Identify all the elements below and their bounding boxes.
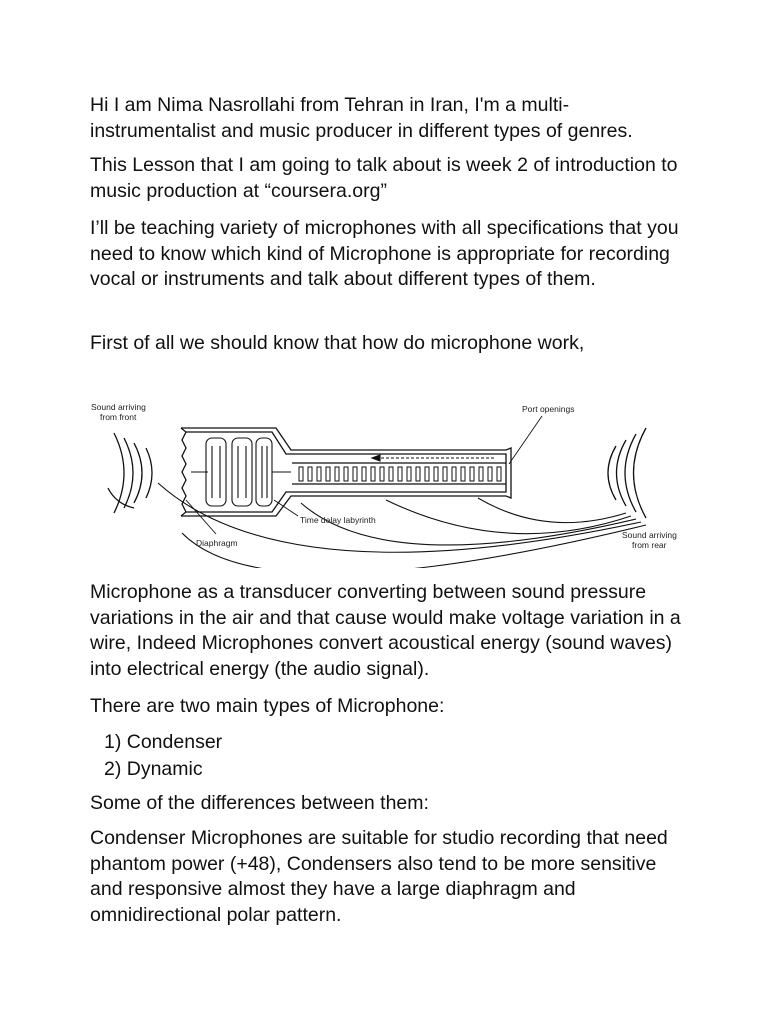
two-types-paragraph: There are two main types of Microphone: [90,695,445,717]
internal-arrow [372,455,496,461]
microphone-types-list [104,729,222,783]
front-sound-waves [108,433,152,513]
teaching-paragraph: I’ll be teaching variety of microphones with all specifications that you need to know which kind of Microphone is appropriate for recording vocal or instruments and talk about different types of them. [90,217,679,290]
first-paragraph: First of all we should know that how do microphone work, [90,332,585,354]
label-rear-2: from rear [632,540,667,550]
port-openings [299,467,501,481]
label-front-1: Sound arriving [91,402,146,412]
label-rear-1: Sound arriving [622,530,677,540]
lesson-paragraph: This Lesson that I am going to talk about is week 2 of introduction to music production at “coursera.org” [90,154,678,202]
label-time-delay: Time delay labyrinth [300,515,376,525]
label-port-openings: Port openings [522,404,575,414]
transducer-paragraph: Microphone as a transducer converting between sound pressure variations in the air and that cause would make voltage variation in a wire, Indeed Microphones convert acoustical energy (sound waves) into electrical energy (the audio signal). [90,581,681,680]
label-diaphragm: Diaphragm [196,538,238,548]
condenser-paragraph: Condenser Microphones are suitable for studio recording that need phantom power (+48), Condensers also tend to be more sensitive and responsive almost they have a large diaphragm and omnidirectional polar pattern. [90,827,668,926]
intro-paragraph: Hi I am Nima Nasrollahi from Tehran in Iran, I'm a multi-instrumentalist and music producer in different types of genres. [90,94,633,142]
rear-sound-waves [608,428,646,518]
list-item: 1) Condenser [104,731,223,753]
microphone-diagram [86,388,686,568]
list-item: 2) Dynamic [104,758,203,780]
differences-paragraph: Some of the differences between them: [90,792,429,814]
time-delay-labyrinth [191,438,291,506]
label-front-2: from front [100,412,137,422]
